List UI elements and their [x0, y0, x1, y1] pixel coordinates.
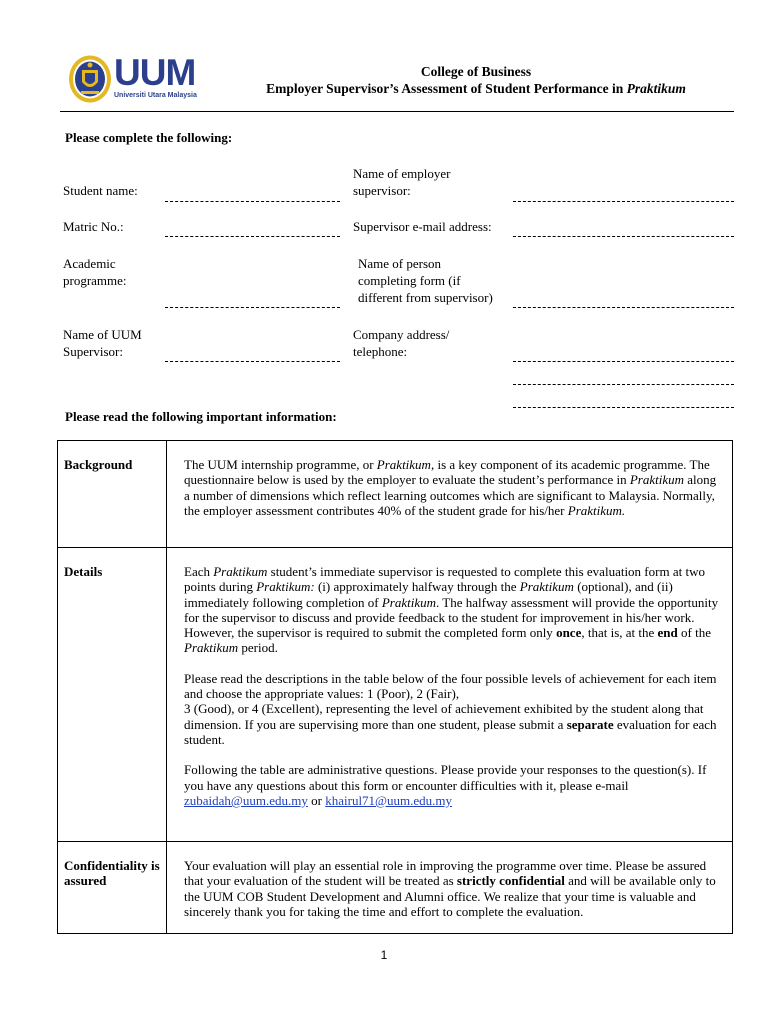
confidentiality-text [167, 842, 733, 934]
matric-no-field[interactable] [165, 236, 340, 237]
details-text [167, 548, 733, 842]
info-heading: Please read the following important information: [65, 409, 337, 424]
confidentiality-paragraph [184, 858, 724, 919]
uum-supervisor-label [63, 326, 142, 360]
employer-supervisor-label-line1: Name of employer [353, 166, 451, 181]
details-text-part: student’s immediate supervisor is requested to complete this evaluation form at two points during [184, 564, 705, 595]
details-text-bold: once [556, 625, 582, 641]
logo-wordmark: UUM [114, 52, 196, 93]
details-text-part: . The halfway assessment will provide the opportunity for the supervisor to discuss and provide feedback to the student for improvement in his/her work. However, the supervisor is required to submit the completed form only [184, 594, 719, 641]
form-heading: Please complete the following: [65, 130, 233, 145]
details-text-italic: Praktikum [519, 579, 574, 595]
student-name-field[interactable] [165, 201, 340, 202]
logo-subtitle: Universiti Utara Malaysia [114, 92, 197, 99]
college-name: College of Business [420, 64, 532, 79]
person-completing-label-line3: different from supervisor) [358, 290, 493, 305]
details-paragraph-2 [184, 671, 724, 747]
person-completing-label-line1: Name of person [358, 256, 442, 271]
employer-supervisor-label [353, 165, 450, 199]
company-address-field-2[interactable] [513, 384, 734, 385]
details-paragraph-3 [184, 762, 724, 808]
academic-programme-label-line2: programme: [63, 273, 127, 288]
person-completing-field[interactable] [513, 307, 734, 308]
academic-programme-field[interactable] [165, 307, 340, 308]
info-table [57, 440, 733, 934]
background-text-part: The UUM internship programme, or [184, 457, 377, 472]
uum-seal-icon [68, 54, 112, 104]
details-text-part: evaluation for each student. [184, 716, 717, 747]
page-number: 1 [380, 948, 388, 962]
details-text-italic: Praktikum [381, 594, 437, 610]
header-divider [60, 111, 734, 112]
academic-programme-label-line1: Academic [63, 256, 116, 271]
person-completing-label-line2: completing form (if [358, 273, 461, 288]
document-header [66, 52, 734, 112]
details-text-italic: Praktikum [213, 564, 268, 579]
matric-no-label: Matric No.: [63, 219, 124, 234]
uum-supervisor-label-line1: Name of UUM [63, 327, 142, 342]
background-paragraph [184, 457, 724, 518]
details-text-italic: Praktikum: [256, 579, 315, 595]
company-address-label-line1: Company address/ [353, 327, 450, 342]
student-name-label: Student name: [63, 183, 138, 198]
academic-programme-label [63, 255, 127, 289]
background-text-italic: Praktikum, [376, 457, 435, 472]
confidentiality-label: Confidentiality is assured [58, 842, 167, 934]
company-address-label [353, 326, 449, 360]
document-title-italic: Praktikum [626, 81, 686, 96]
details-text-part: (i) approximately halfway through the [314, 579, 520, 595]
details-text-bold: end [657, 625, 678, 641]
company-address-field-1[interactable] [513, 361, 734, 362]
document-title-text: Employer Supervisor’s Assessment of Student Performance in [266, 81, 627, 96]
company-address-label-line2: telephone: [353, 344, 408, 359]
details-text-bold: separate [566, 716, 614, 732]
background-row [58, 441, 733, 548]
uum-supervisor-field[interactable] [165, 361, 340, 362]
uum-supervisor-label-line2: Supervisor: [63, 344, 123, 359]
details-text-part: Please read the descriptions in the table below of the four possible levels of achievement for each item and choose the appropriate values: 1 (Poor), 2 (Fair), [184, 670, 717, 702]
document-title [216, 81, 736, 97]
employer-supervisor-label-line2: supervisor: [353, 183, 411, 198]
background-text-part: along a number of dimensions which reflect learning outcomes which are significant to Malaysia. Normally, the employer assessment contributes 40% of the student grade for his/her [184, 472, 717, 518]
details-text-part: period. [238, 640, 278, 656]
employer-supervisor-field[interactable] [513, 201, 734, 202]
background-text-italic: Praktikum [629, 472, 684, 488]
background-text [167, 441, 733, 548]
person-completing-label [358, 255, 493, 306]
confidentiality-text-part: Your evaluation will play an essential role in improving the programme over time. Please be assured that your evaluation of the student will be treated as [184, 858, 707, 889]
details-label: Details [58, 548, 167, 842]
email-link-zubaidah[interactable]: zubaidah@uum.edu.my [184, 792, 308, 808]
background-text-part: is a key component of its academic programme. The questionnaire below is used by the employer to evaluate the student’s performance in [184, 457, 710, 488]
supervisor-email-field[interactable] [513, 236, 734, 237]
background-text-italic: Praktikum. [567, 502, 626, 518]
company-address-field-3[interactable] [513, 407, 734, 408]
details-paragraph-1 [184, 564, 724, 656]
details-text-part: of the [677, 625, 711, 641]
background-label: Background [58, 441, 167, 548]
uum-logo [66, 52, 216, 108]
details-text-italic: Praktikum [184, 640, 239, 656]
details-text-part: (optional), and (ii) immediately following completion of [184, 579, 673, 610]
confidentiality-text-part: and will be available only to the UUM COB Student Development and Alumni office. We realize that your time is valuable and sincerely thank you for taking the time and effort to complete the evaluation. [184, 873, 716, 919]
details-text-part: , that is, at the [581, 625, 658, 641]
details-text-part: Following the table are administrative questions. Please provide your responses to the question(s). If you have any questions about this form or encounter difficulties with it, please e-mail [184, 762, 707, 793]
confidentiality-row [58, 842, 733, 934]
details-text-part: Each [184, 564, 214, 579]
details-text-part: or [307, 792, 326, 808]
details-row [58, 548, 733, 842]
email-link-khairul[interactable]: khairul71@uum.edu.my [325, 792, 453, 808]
confidentiality-text-bold: strictly confidential [456, 873, 565, 889]
supervisor-email-label: Supervisor e-mail address: [353, 219, 492, 234]
details-text-part: 3 (Good), or 4 (Excellent), representing the level of achievement exhibited by the student along that dimension. If you are supervising more than one student, please submit a [184, 701, 704, 732]
